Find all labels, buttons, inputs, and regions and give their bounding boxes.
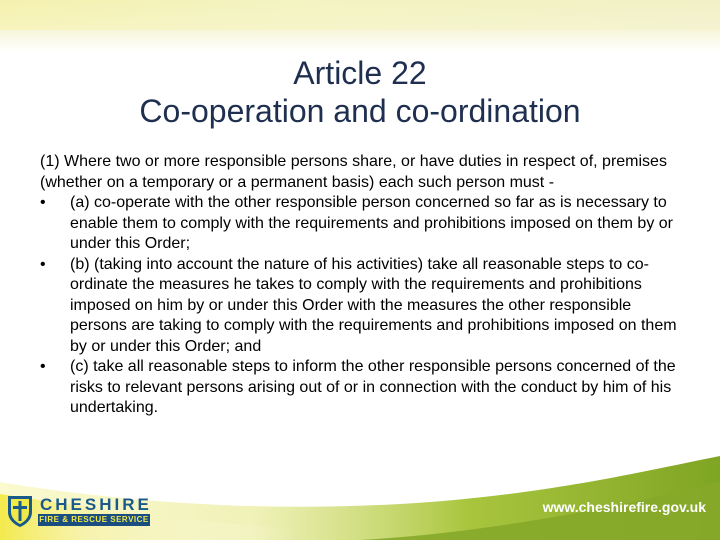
- shield-icon: [6, 494, 34, 528]
- list-item: [40, 357, 690, 419]
- bullet-icon: •: [40, 255, 46, 273]
- bullet-text: (b) (taking into account the nature of his activities) take all reasonable steps to co-ordinate the measures he takes to comply with the requirements and prohibitions imposed on him by or under this Order with the measures the other responsible persons are taking to comply with the requirements and prohibitions imposed on them by or under this Order; and: [70, 255, 677, 355]
- intro-paragraph: (1) Where two or more responsible persons share, or have duties in respect of, premises (whether on a temporary or a permanent basis) each such person must -: [40, 153, 667, 191]
- bullet-text: (a) co-operate with the other responsible person concerned so far as is necessary to enable them to comply with the requirements and prohibitions imposed on them by or under this Order;: [70, 194, 673, 252]
- bullet-icon: •: [40, 194, 46, 211]
- brand-logo[interactable]: [6, 494, 156, 530]
- title-line-2: Co-operation and co-ordination: [139, 93, 581, 129]
- bullet-icon: •: [40, 358, 46, 375]
- header-band-tint: [0, 0, 720, 30]
- slide-title: [0, 54, 720, 130]
- bullet-list: [40, 193, 690, 419]
- list-item: [40, 255, 690, 358]
- slide-body: [40, 152, 690, 419]
- website-link[interactable]: www.cheshirefire.gov.uk: [542, 499, 706, 515]
- logo-subtitle: FIRE & RESCUE SERVICE: [39, 515, 149, 524]
- bullet-text: (c) take all reasonable steps to inform the other responsible persons concerned of the risks to relevant persons arising out of or in connection with the conduct by him of his undertaking.: [70, 358, 676, 416]
- logo-wordmark: CHESHIRE: [40, 495, 152, 514]
- title-line-1: Article 22: [293, 55, 427, 91]
- list-item: [40, 193, 690, 255]
